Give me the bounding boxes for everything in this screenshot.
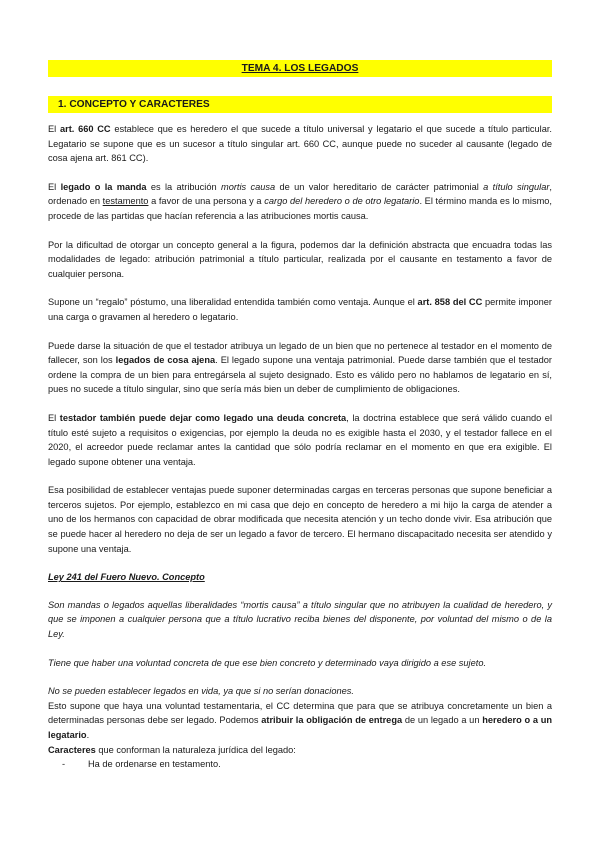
text-run: es la atribución xyxy=(146,181,221,192)
document-body xyxy=(48,122,552,772)
text-run: Supone un “regalo” póstumo, una liberalidad entendida también como ventaja. Aunque el xyxy=(48,297,418,308)
text-run: , ordenado en xyxy=(48,181,552,207)
section-title: 1. CONCEPTO Y CARACTERES xyxy=(48,96,552,113)
paragraph-11 xyxy=(48,699,552,743)
text-run: que conforman la naturaleza jurídica del legado: xyxy=(95,744,296,755)
paragraph-8: Son mandas o legados aquellas liberalidades “mortis causa” a título singular que no atribuyen la cualidad de heredero, y que se imponen a cualquier persona que a título lucrativo reciba bienes del disponente, por voluntad del mismo o de la Ley. xyxy=(48,599,552,640)
paragraph-1 xyxy=(48,122,552,166)
text-run: de un legado a un xyxy=(402,715,483,726)
paragraph-6 xyxy=(48,411,552,469)
bold-run: art. 660 CC xyxy=(59,124,111,134)
paragraph-9: Tiene que haber una voluntad concreta de que ese bien concreto y determinado vaya dirigido a ese sujeto. xyxy=(48,657,487,668)
dash-bullet: - xyxy=(62,759,66,770)
bold-run: legados de cosa ajena xyxy=(115,355,216,366)
paragraph-3: Por la dificultad de otorgar un concepto general a la figura, podemos dar la definición abstracta que encuadra todas las modalidades de legado: atribución patrimonial a título particular, realizada por el causante en testamento a favor de cualquier persona. xyxy=(48,239,552,279)
bold-run: testador también puede dejar como legado una deuda concreta xyxy=(59,412,347,423)
doc-title: TEMA 4. LOS LEGADOS xyxy=(48,60,552,77)
text-run: establece que es heredero el que sucede a título universal y legatario el que sucede a título particular. Legatario se supone que es un sucesor a título singular art. 660 CC, aunque puede no suceder al causante (legado de cosa ajena art. 861 CC). xyxy=(48,124,552,164)
paragraph-12 xyxy=(48,743,552,758)
text-run: , la doctrina establece que será válido cuando el título esté sujeto a requisitos o exigencias, por ejemplo la deuda no es exigible hasta el 2030, y el testador fallece en el 2020, el acreedor puede reclamar antes la cantidad que sólo podría reclamar en el momento en que era exigible. El legado supone obtener una ventaja. xyxy=(48,412,553,467)
list-item xyxy=(48,757,552,772)
ley-heading: Ley 241 del Fuero Nuevo. Concepto xyxy=(48,572,205,583)
bold-run: Caracteres xyxy=(48,744,96,755)
bold-run: heredero o a un legatario xyxy=(48,715,553,740)
text-run: El xyxy=(48,181,61,192)
bold-run: atribuir la obligación de entrega xyxy=(261,715,403,726)
paragraph-4 xyxy=(48,295,552,324)
list-item-text: Ha de ordenarse en testamento. xyxy=(88,759,221,770)
text-run: Puede darse la situación de que el testador atribuya un legado de un bien que no pertenece al testador en el momento de fallecer, son los xyxy=(48,340,552,366)
text-run: El xyxy=(48,124,60,134)
text-run: de un valor hereditario de carácter patrimonial xyxy=(275,181,484,192)
paragraph-5 xyxy=(48,339,552,397)
italic-run: mortis causa xyxy=(220,181,276,192)
paragraph-2 xyxy=(48,180,552,224)
text-run: Esto supone que haya una voluntad testamentaria, el CC determina que para que se atribuya concretamente un bien a determinadas personas debe ser legado. Podemos xyxy=(48,700,552,726)
underlined-run: testamento xyxy=(102,196,149,207)
text-run: . El legado supone una ventaja patrimonial. Puede darse también que el testador ordene la compra de un bien para entregársela al sujeto designado. Esto es válido pero no hablamos de legatario en sí, pues no sucede a título singular, sino que sería más bien un deber de cumplimiento de obligaciones. xyxy=(48,355,552,395)
paragraph-10: No se pueden establecer legados en vida, ya que si no serían donaciones. xyxy=(48,686,354,697)
bold-run: art. 858 del CC xyxy=(417,297,483,308)
paragraph-7: Esa posibilidad de establecer ventajas puede suponer determinadas cargas en terceras personas que supone beneficiar a terceros sujetos. Por ejemplo, establezco en mi casa que dejo en concepto de heredero a mi hijo la carga de atender a uno de los hermanos con capacidad de obrar modificada que necesita atención y un techo donde vivir. Esa atribución que se puede hacer al heredero no deja de ser un legado a favor de tercero. El hermano discapacitado necesita ser atendido y supone una ventaja. xyxy=(48,485,552,554)
italic-run: a título singular xyxy=(483,181,550,192)
bold-run: legado o la manda xyxy=(60,181,147,192)
text-run: El xyxy=(48,412,60,423)
text-run: permite imponer una carga o gravamen al heredero o legatario. xyxy=(48,297,552,322)
text-run: a favor de una persona y a xyxy=(148,196,265,207)
text-run: . xyxy=(86,730,90,740)
italic-run: cargo del heredero o de otro legatario xyxy=(264,196,420,207)
text-run: . El término manda es lo mismo, procede de las partidas que hacían referencia a las atribuciones mortis causa. xyxy=(48,196,552,221)
